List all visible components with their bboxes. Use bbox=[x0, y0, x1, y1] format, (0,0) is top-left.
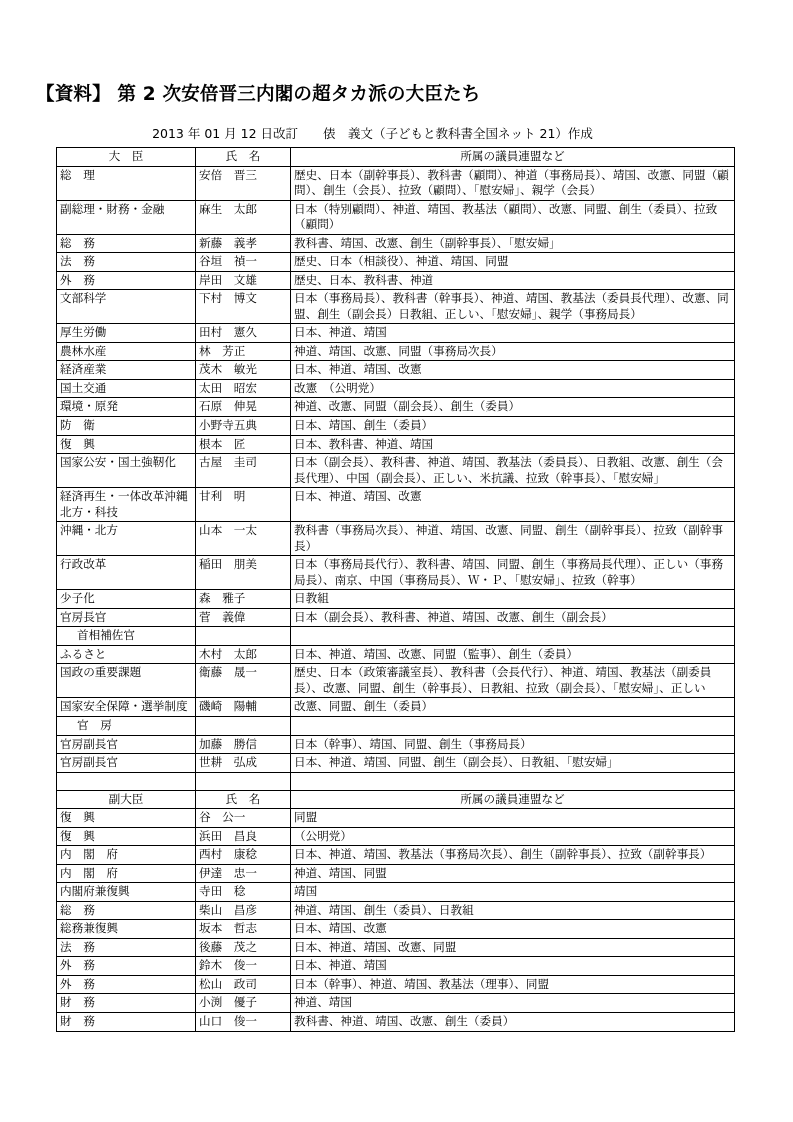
cell-post: 総務兼復興 bbox=[57, 920, 196, 939]
cell-groups: 日本、神道、靖国、改憲、同盟 bbox=[291, 938, 735, 957]
table-row bbox=[57, 234, 735, 253]
cell-name: 山本 一太 bbox=[196, 522, 291, 556]
cell-groups: 神道、改憲、同盟（副会長）、創生（委員） bbox=[291, 398, 735, 417]
cell-post: 総 理 bbox=[57, 166, 196, 200]
cell-groups: 歴史、日本（副幹事長）、教科書（顧問）、神道（事務局長）、靖国、改憲、同盟（顧問）、創生（会長）、拉致（顧問）、「慰安婦」、親学（会長） bbox=[291, 166, 735, 200]
cell-name: 下村 博文 bbox=[196, 290, 291, 324]
deputy-header-groups: 所属の議員連盟など bbox=[291, 790, 735, 809]
cell-name: 鈴木 俊一 bbox=[196, 957, 291, 976]
cell-groups: 靖国 bbox=[291, 883, 735, 902]
page-title: 【資料】 第 2 次安倍晋三内閣の超タカ派の大臣たち bbox=[36, 84, 481, 105]
cell-groups: 日本、教科書、神道、靖国 bbox=[291, 435, 735, 454]
ministers-header-post: 大 臣 bbox=[57, 148, 196, 167]
cell-name: 稲田 朋美 bbox=[196, 556, 291, 590]
cell-name: 谷垣 禎一 bbox=[196, 253, 291, 272]
cell-name: 伊達 忠一 bbox=[196, 864, 291, 883]
cell-post: 経済産業 bbox=[57, 361, 196, 380]
cell-name bbox=[196, 627, 291, 646]
cell-name: 小野寺五典 bbox=[196, 416, 291, 435]
table-row bbox=[57, 883, 735, 902]
cell-groups: 日本（幹事）、靖国、同盟、創生（事務局長） bbox=[291, 735, 735, 754]
cell-post: 外 務 bbox=[57, 975, 196, 994]
table-row bbox=[57, 522, 735, 556]
spacer-cell bbox=[57, 772, 196, 790]
cell-name: 古屋 圭司 bbox=[196, 454, 291, 488]
cell-post: 厚生労働 bbox=[57, 324, 196, 343]
cell-groups: 神道、靖国、創生（委員）、日教組 bbox=[291, 901, 735, 920]
ministers-header-groups: 所属の議員連盟など bbox=[291, 148, 735, 167]
cell-groups: 日教組 bbox=[291, 590, 735, 609]
cell-groups: 神道、靖国、改憲、同盟（事務局次長） bbox=[291, 342, 735, 361]
table-row bbox=[57, 166, 735, 200]
cell-name: 柴山 昌彦 bbox=[196, 901, 291, 920]
cell-groups: 日本（事務局長）、教科書（幹事長）、神道、靖国、教基法（委員長代理）、改憲、同盟、創生（副会長）日教組、正しい、「慰安婦」、親学（事務局長） bbox=[291, 290, 735, 324]
cell-groups: 日本、神道、靖国、改憲 bbox=[291, 361, 735, 380]
cell-post: 総 務 bbox=[57, 901, 196, 920]
table-row bbox=[57, 754, 735, 773]
cell-groups: 日本、神道、靖国 bbox=[291, 957, 735, 976]
cell-post: 財 務 bbox=[57, 994, 196, 1013]
table-row bbox=[57, 398, 735, 417]
cell-name: 安倍 晋三 bbox=[196, 166, 291, 200]
cell-post: 行政改革 bbox=[57, 556, 196, 590]
table-row bbox=[57, 1012, 735, 1031]
cell-post: 農林水産 bbox=[57, 342, 196, 361]
cell-post: 国政の重要課題 bbox=[57, 664, 196, 698]
cell-name: 衛藤 晟一 bbox=[196, 664, 291, 698]
cell-groups: 日本（事務局長代行）、教科書、靖国、同盟、創生（事務局長代理）、正しい（事務局長）、南京、中国（事務局長）、Ｗ・Ｐ、「慰安婦」、拉致（幹事） bbox=[291, 556, 735, 590]
table-row bbox=[57, 975, 735, 994]
cell-groups: 日本、靖国、改憲 bbox=[291, 920, 735, 939]
table-row bbox=[57, 846, 735, 865]
cell-groups: 日本（幹事）、神道、靖国、教基法（理事）、同盟 bbox=[291, 975, 735, 994]
cell-groups: 教科書、神道、靖国、改憲、創生（委員） bbox=[291, 1012, 735, 1031]
cell-name: 石原 伸晃 bbox=[196, 398, 291, 417]
cell-name: 甘利 明 bbox=[196, 488, 291, 522]
cell-post: 官 房 bbox=[57, 717, 196, 736]
cell-name: 根本 匠 bbox=[196, 435, 291, 454]
deputy-header-row bbox=[57, 790, 735, 809]
cell-name: 谷 公一 bbox=[196, 809, 291, 828]
cell-post: 少子化 bbox=[57, 590, 196, 609]
cell-groups: 日本、神道、靖国 bbox=[291, 324, 735, 343]
cell-post: 内 閣 府 bbox=[57, 864, 196, 883]
cell-name: 太田 昭宏 bbox=[196, 379, 291, 398]
table-row bbox=[57, 290, 735, 324]
cell-post: 復 興 bbox=[57, 827, 196, 846]
cell-name: 茂木 敏光 bbox=[196, 361, 291, 380]
cell-name: 後藤 茂之 bbox=[196, 938, 291, 957]
cell-post: 内 閣 府 bbox=[57, 846, 196, 865]
table-row bbox=[57, 994, 735, 1013]
cell-post: 首相補佐官 bbox=[57, 627, 196, 646]
cell-post: 外 務 bbox=[57, 957, 196, 976]
cell-groups: 日本、神道、靖国、教基法（事務局次長）、創生（副幹事長）、拉致（副幹事長） bbox=[291, 846, 735, 865]
cell-groups: 歴史、日本（相談役）、神道、靖国、同盟 bbox=[291, 253, 735, 272]
table-row bbox=[57, 827, 735, 846]
cell-name: 世耕 弘成 bbox=[196, 754, 291, 773]
cell-post: 防 衛 bbox=[57, 416, 196, 435]
table-row bbox=[57, 608, 735, 627]
table-row bbox=[57, 717, 735, 736]
cell-name: 岸田 文雄 bbox=[196, 271, 291, 290]
table-row bbox=[57, 361, 735, 380]
table-row bbox=[57, 938, 735, 957]
cell-groups: 日本、靖国、創生（委員） bbox=[291, 416, 735, 435]
spacer-cell bbox=[291, 772, 735, 790]
cell-name: 西村 康稔 bbox=[196, 846, 291, 865]
cell-groups: 歴史、日本（政策審議室長）、教科書（会長代行）、神道、靖国、教基法（副委員長）、改憲、同盟、創生（幹事長）、日教組、拉致（副会長）、「慰安婦」、正しい bbox=[291, 664, 735, 698]
table-row bbox=[57, 920, 735, 939]
cell-groups bbox=[291, 717, 735, 736]
cell-name: 加藤 勝信 bbox=[196, 735, 291, 754]
cell-post: 法 務 bbox=[57, 253, 196, 272]
cell-post: 国家安全保障・選挙制度 bbox=[57, 698, 196, 717]
cell-groups: （公明党） bbox=[291, 827, 735, 846]
cell-post: 官房長官 bbox=[57, 608, 196, 627]
table-row bbox=[57, 324, 735, 343]
cell-groups: 日本（特別顧問）、神道、靖国、教基法（顧問）、改憲、同盟、創生（委員）、拉致（顧問） bbox=[291, 200, 735, 234]
cell-post: 文部科学 bbox=[57, 290, 196, 324]
cell-post: 副総理・財務・金融 bbox=[57, 200, 196, 234]
cell-name: 菅 義偉 bbox=[196, 608, 291, 627]
cell-name: 木村 太郎 bbox=[196, 645, 291, 664]
table-row bbox=[57, 200, 735, 234]
deputy-header-name: 氏 名 bbox=[196, 790, 291, 809]
spacer-cell bbox=[196, 772, 291, 790]
ministers-header-row bbox=[57, 148, 735, 167]
deputy-header-post: 副大臣 bbox=[57, 790, 196, 809]
cell-post: 復 興 bbox=[57, 809, 196, 828]
cell-name: 森 雅子 bbox=[196, 590, 291, 609]
table-row bbox=[57, 664, 735, 698]
cell-name: 寺田 稔 bbox=[196, 883, 291, 902]
table-row bbox=[57, 379, 735, 398]
cell-groups: 日本、神道、靖国、改憲 bbox=[291, 488, 735, 522]
cell-name: 松山 政司 bbox=[196, 975, 291, 994]
cell-name: 林 芳正 bbox=[196, 342, 291, 361]
cell-name: 麻生 太郎 bbox=[196, 200, 291, 234]
cell-post: 法 務 bbox=[57, 938, 196, 957]
table-row bbox=[57, 645, 735, 664]
table-row bbox=[57, 253, 735, 272]
cell-groups: 教科書（事務局次長）、神道、靖国、改憲、同盟、創生（副幹事長）、拉致（副幹事長） bbox=[291, 522, 735, 556]
cell-name: 浜田 昌良 bbox=[196, 827, 291, 846]
cell-groups: 教科書、靖国、改憲、創生（副幹事長）、「慰安婦」 bbox=[291, 234, 735, 253]
cell-name: 山口 俊一 bbox=[196, 1012, 291, 1031]
cell-name: 新藤 義孝 bbox=[196, 234, 291, 253]
cell-post: ふるさと bbox=[57, 645, 196, 664]
table-row bbox=[57, 627, 735, 646]
table-row bbox=[57, 435, 735, 454]
cell-groups: 日本、神道、靖国、同盟、創生（副会長）、日教組、「慰安婦」 bbox=[291, 754, 735, 773]
cell-name: 磯崎 陽輔 bbox=[196, 698, 291, 717]
cell-post: 官房副長官 bbox=[57, 754, 196, 773]
table-row bbox=[57, 735, 735, 754]
cell-post: 内閣府兼復興 bbox=[57, 883, 196, 902]
cell-name bbox=[196, 717, 291, 736]
table-row bbox=[57, 590, 735, 609]
table-row bbox=[57, 864, 735, 883]
cell-groups: 神道、靖国、同盟 bbox=[291, 864, 735, 883]
cell-post: 復 興 bbox=[57, 435, 196, 454]
cell-groups: 日本（副会長）、教科書、神道、靖国、改憲、創生（副会長） bbox=[291, 608, 735, 627]
table-section-spacer bbox=[57, 772, 735, 790]
cell-post: 経済再生・一体改革沖縄北方・科技 bbox=[57, 488, 196, 522]
cell-groups: 改憲 （公明党） bbox=[291, 379, 735, 398]
cell-post: 国土交通 bbox=[57, 379, 196, 398]
cell-post: 官房副長官 bbox=[57, 735, 196, 754]
cell-post: 総 務 bbox=[57, 234, 196, 253]
cell-groups: 神道、靖国 bbox=[291, 994, 735, 1013]
ministers-table bbox=[56, 147, 735, 1032]
cell-post: 外 務 bbox=[57, 271, 196, 290]
table-row bbox=[57, 556, 735, 590]
table-row bbox=[57, 809, 735, 828]
cell-post: 環境・原発 bbox=[57, 398, 196, 417]
document-subtitle: 2013 年 01 月 12 日改訂 俵 義文（子どもと教科書全国ネット 21）作成 bbox=[152, 126, 593, 141]
table-row bbox=[57, 454, 735, 488]
cell-groups: 同盟 bbox=[291, 809, 735, 828]
cell-name: 坂本 哲志 bbox=[196, 920, 291, 939]
table-row bbox=[57, 271, 735, 290]
table-row bbox=[57, 901, 735, 920]
table-row bbox=[57, 416, 735, 435]
cell-groups: 改憲、同盟、創生（委員） bbox=[291, 698, 735, 717]
cell-groups bbox=[291, 627, 735, 646]
table-row bbox=[57, 488, 735, 522]
table-row bbox=[57, 957, 735, 976]
ministers-header-name: 氏 名 bbox=[196, 148, 291, 167]
cell-groups: 歴史、日本、教科書、神道 bbox=[291, 271, 735, 290]
table-row bbox=[57, 698, 735, 717]
ministers-table-container bbox=[56, 147, 734, 1032]
cell-post: 国家公安・国土強靭化 bbox=[57, 454, 196, 488]
cell-post: 沖縄・北方 bbox=[57, 522, 196, 556]
cell-name: 小渕 優子 bbox=[196, 994, 291, 1013]
cell-name: 田村 憲久 bbox=[196, 324, 291, 343]
cell-groups: 日本（副会長）、教科書、神道、靖国、教基法（委員長）、日教組、改憲、創生（会長代理）、中国（副会長）、正しい、米抗議、拉致（幹事長）、「慰安婦」 bbox=[291, 454, 735, 488]
table-row bbox=[57, 342, 735, 361]
cell-groups: 日本、神道、靖国、改憲、同盟（監事）、創生（委員） bbox=[291, 645, 735, 664]
cell-post: 財 務 bbox=[57, 1012, 196, 1031]
